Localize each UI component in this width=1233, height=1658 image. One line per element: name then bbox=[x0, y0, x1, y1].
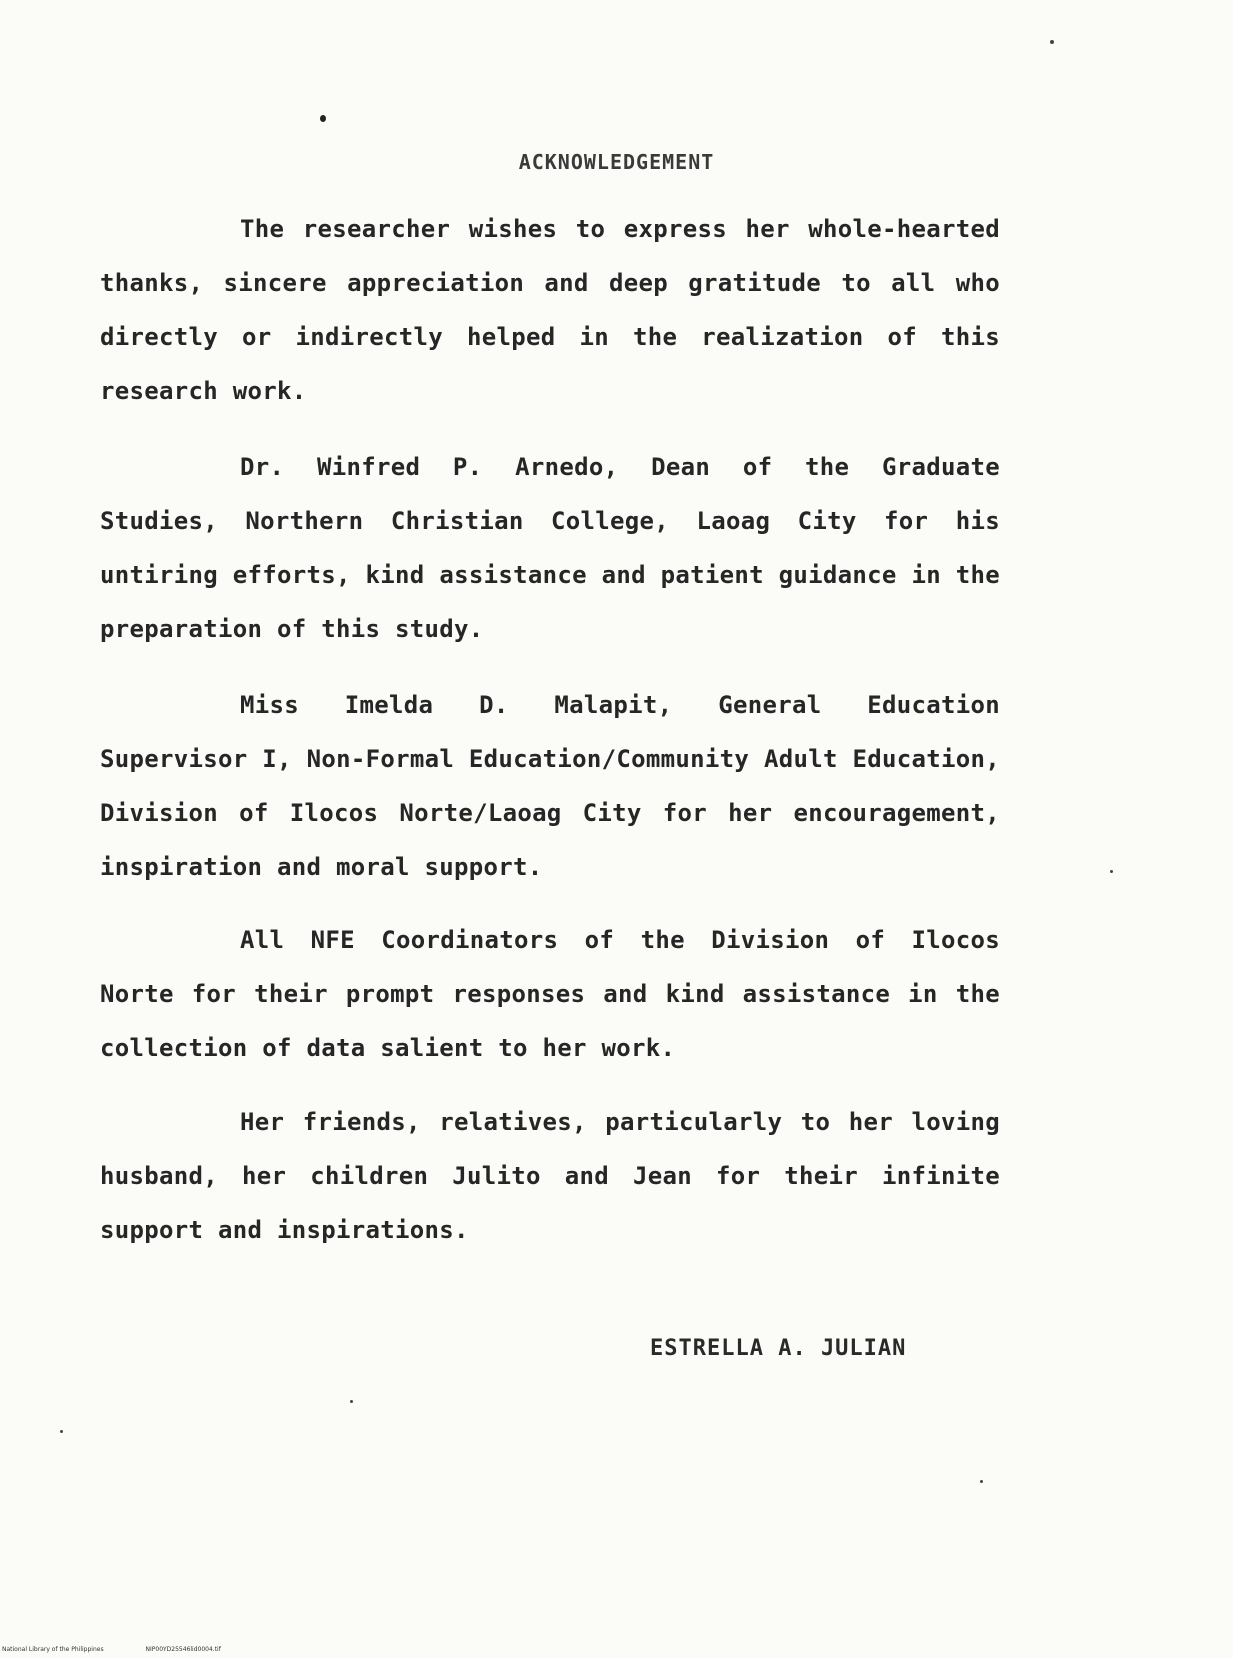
ink-speck bbox=[60, 1430, 63, 1433]
paragraph-family-thanks: Her friends, relatives, particularly to her loving husband, her children Julito and Jean for their infinite support and inspirations. bbox=[100, 1108, 1000, 1244]
ink-speck bbox=[320, 115, 326, 122]
page-title: ACKNOWLEDGEMENT bbox=[518, 150, 715, 174]
paragraph-coordinators-thanks: All NFE Coordinators of the Division of Ilocos Norte for their prompt responses and kind assistance in the collection of data salient to her work. bbox=[100, 926, 1000, 1062]
paragraph-researcher-thanks: The researcher wishes to express her whole-hearted thanks, sincere appreciation and deep gratitude to all who directly or indirectly helped in the realization of this research work. bbox=[100, 215, 1000, 405]
ink-speck bbox=[1050, 40, 1054, 44]
paragraph-supervisor-thanks: Miss Imelda D. Malapit, General Education Supervisor I, Non-Formal Education/Community Adult Education, Division of Ilocos Norte/Laoag City for her encouragement, inspiration and moral support. bbox=[100, 691, 1000, 881]
ink-speck bbox=[350, 1400, 353, 1403]
ink-speck bbox=[1110, 870, 1113, 873]
footer-library-label: National Library of the Philippines bbox=[2, 1646, 104, 1653]
paragraph-dean-thanks: Dr. Winfred P. Arnedo, Dean of the Graduate Studies, Northern Christian College, Laoag City for his untiring efforts, kind assistance and patient guidance in the preparation of this study. bbox=[100, 453, 1000, 643]
ink-speck bbox=[980, 1480, 983, 1483]
scan-footer bbox=[2, 1646, 221, 1653]
footer-file-label: NIP00YD25546lid0004.tif bbox=[145, 1646, 221, 1653]
author-signature: ESTRELLA A. JULIAN bbox=[650, 1336, 907, 1361]
